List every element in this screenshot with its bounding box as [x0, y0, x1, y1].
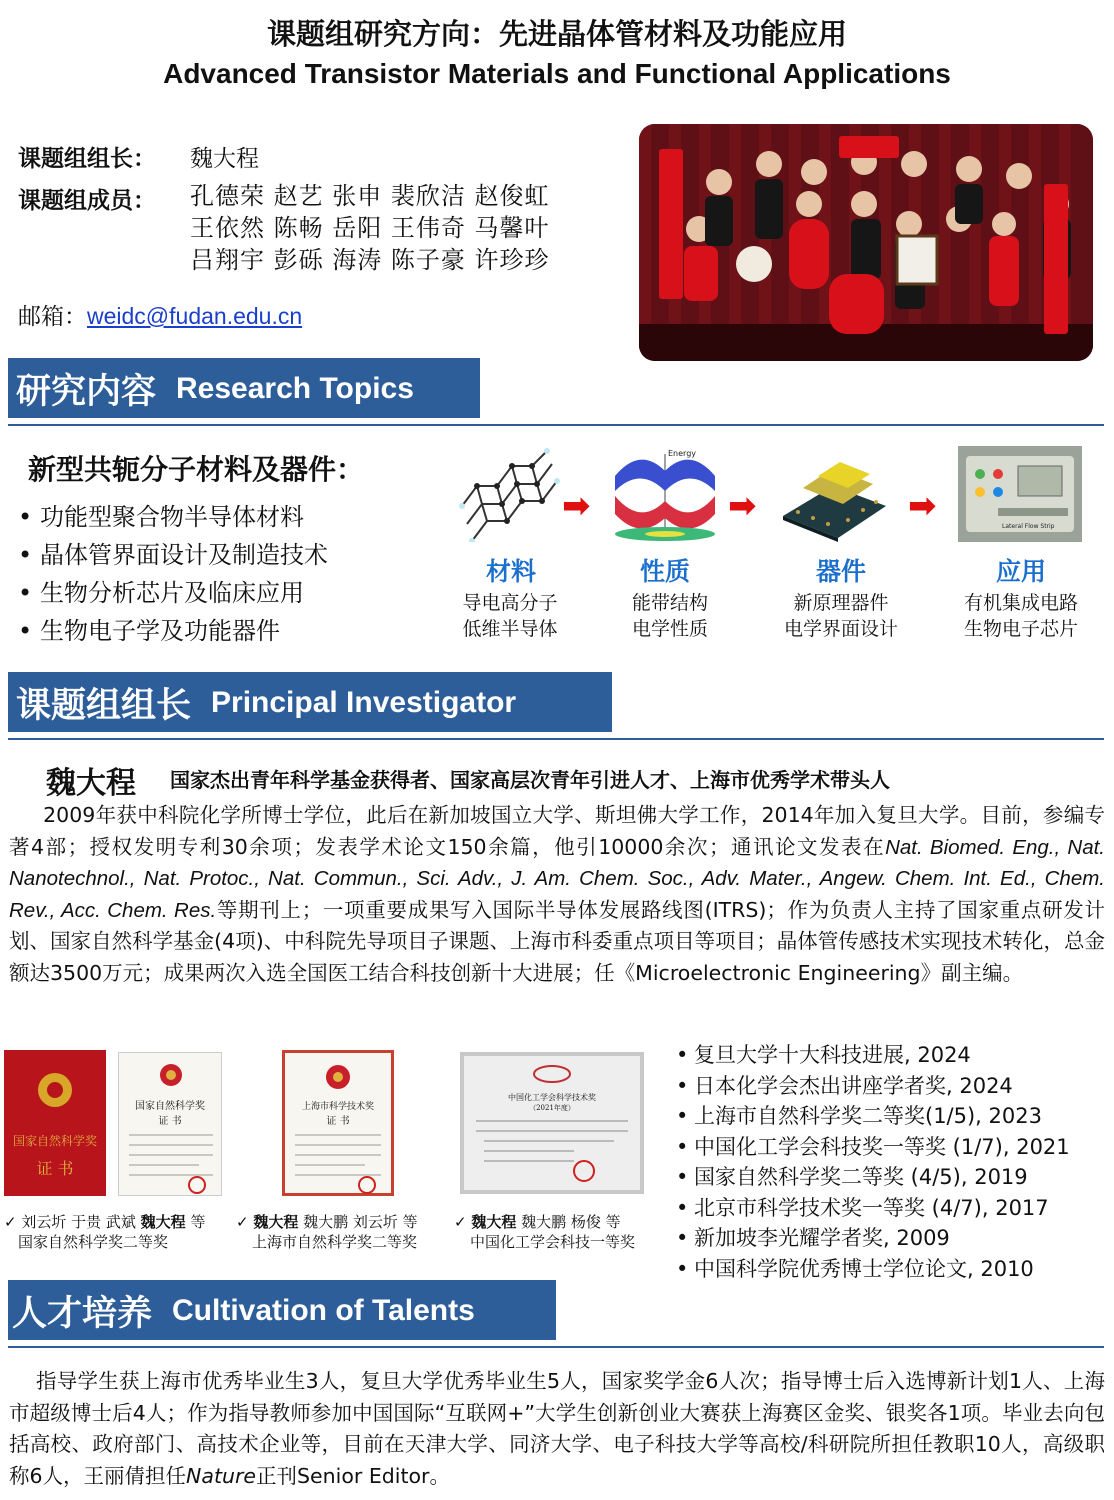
- flow-desc-line: 有机集成电路: [963, 592, 1078, 614]
- members-label-row: [18, 182, 190, 215]
- chip-label: Lateral Flow Strip: [1002, 523, 1055, 530]
- caption-text: ✓ 刘云圻 于贵 武斌: [4, 1213, 141, 1231]
- certificate-text-lines: [119, 1127, 223, 1197]
- flow-desc-devices: [766, 590, 916, 642]
- section-research-en: Research Topics: [176, 372, 414, 405]
- certificate-caption-award: 上海市自然科学奖二等奖: [252, 1233, 418, 1251]
- certificate-caption-line: [236, 1212, 446, 1232]
- certificate-caption: [236, 1212, 446, 1252]
- award-item: • 新加坡李光耀学者奖, 2009: [676, 1223, 1070, 1254]
- members-label: 课题组成员：: [18, 188, 156, 214]
- section-research-cn: 研究内容: [16, 372, 157, 412]
- research-item: • 生物电子学及功能器件: [18, 612, 328, 650]
- flow-label-properties: 性质: [639, 557, 690, 586]
- flow-label-devices: 器件: [815, 557, 866, 586]
- caption-pi: 魏大程: [140, 1213, 186, 1231]
- section-divider: [8, 424, 1104, 426]
- research-item: • 生物分析芯片及临床应用: [18, 574, 328, 612]
- flow-desc-materials: [440, 590, 580, 642]
- email-row: [18, 298, 302, 331]
- section-pi-en: Principal Investigator: [211, 686, 517, 719]
- talent-text: 指导学生获上海市优秀毕业生3人，复旦大学优秀毕业生5人，国家奖学金6人次；指导博士后入选博新计划1人、上海市超级博士后4人；作为指导教师参加中国国际“互联网+”大学生创新创业大赛获上海赛区金奖、银奖各1项。毕业去向包括高校、政府部门、高技术企业等，目前在天津大学、同济大学、电子科技大学等高校/科研院所担任教职10人，高级职称6人，王丽倩担任: [9, 1369, 1105, 1488]
- caption-text: 魏大鹏 杨俊 等: [516, 1213, 621, 1231]
- award-item: • 日本化学会杰出讲座学者奖, 2024: [676, 1071, 1070, 1102]
- biochip-image: [958, 446, 1082, 542]
- award-item: • 复旦大学十大科技进展, 2024: [676, 1040, 1070, 1071]
- award-item: • 上海市自然科学奖二等奖(1/5), 2023: [676, 1101, 1070, 1132]
- caption-pi: 魏大程: [471, 1213, 517, 1231]
- cover-title: 国家自然科学奖: [12, 1134, 97, 1148]
- flow-label-applications: 应用: [995, 557, 1046, 586]
- certificate-caption: [454, 1212, 664, 1252]
- pi-bio-part1: 2009年获中科院化学所博士学位，此后在新加坡国立大学、斯坦佛大学工作，2014年加入复旦大学。目前，参编专著4部；授权发明专利30余项；发表学术论文150余篇，他引10000余次；通讯论文发表在: [9, 803, 1105, 859]
- section-talent-cn: 人才培养: [12, 1294, 153, 1334]
- caption-text: ✓: [236, 1213, 254, 1231]
- certificate-title: 中国化工学会科学技术奖: [508, 1093, 596, 1102]
- members-list: [190, 180, 550, 276]
- flow-desc-line: 电学性质: [631, 618, 708, 640]
- device-structure-image: [778, 446, 888, 542]
- energy-axis-label: Energy: [668, 449, 697, 458]
- flow-arrow-icon: ➡: [562, 486, 591, 526]
- graphene-lattice-image: [452, 446, 562, 542]
- leader-name: 魏大程: [190, 146, 259, 172]
- certificate-caption-line: [4, 1212, 229, 1232]
- pi-bio-part2: 等期刊上；一项重要成果写入国际半导体发展路线图(ITRS)；作为负责人主持了国家重点研发计划、国家自然科学基金(4项)、中科院先导项目子课题、上海市科委重点项目等项目；晶体管传感技术实现技术转化，总金额达3500万元；成果两次入选全国医工结合科技创新十大进展；任《Microelectronic Engineering》副主编。: [9, 897, 1105, 985]
- talent-journal: Nature: [186, 1463, 257, 1488]
- section-pi-header: [8, 672, 612, 732]
- band-structure-image: [610, 446, 720, 542]
- certificate-subtitle: （2021年度）: [529, 1104, 575, 1112]
- section-research-header: [8, 358, 480, 418]
- award-item: • 中国科学院优秀博士学位论文, 2010: [676, 1254, 1070, 1285]
- flow-desc-line: 生物电子芯片: [963, 618, 1078, 640]
- talent-paragraph: [9, 1366, 1105, 1492]
- flow-desc-line: 导电高分子: [462, 592, 558, 614]
- certificate-caption-award: 国家自然科学奖二等奖: [18, 1233, 169, 1251]
- caption-pi: 魏大程: [253, 1213, 299, 1231]
- members-row: 孔德荣 赵艺 张申 裴欣洁 赵俊虹: [190, 182, 550, 210]
- research-list: [18, 498, 328, 650]
- leader-row: [18, 140, 259, 173]
- certificate-caption-award: 中国化工学会科技一等奖: [470, 1233, 636, 1251]
- pi-bio-journals: Nat. Biomed. Eng., Nat. Nanotechnol., Nat. Protoc., Nat. Commun., Sci. Adv., J. Am. Chem. Soc., Adv. Mater., Angew. Chem. Int. Ed., Chem. Rev., Acc. Chem. Res.: [9, 835, 1105, 922]
- caption-text: 等: [185, 1213, 206, 1231]
- flow-desc-line: 电学界面设计: [783, 618, 898, 640]
- page-subtitle: Advanced Transistor Materials and Functional Applications: [163, 58, 951, 89]
- certificate-title: 国家自然科学奖: [135, 1101, 205, 1112]
- certificate-title: 上海市科学技术奖: [301, 1102, 374, 1112]
- caption-text: 魏大鹏 刘云圻 等: [298, 1213, 418, 1231]
- society-logo-icon: [464, 1056, 640, 1088]
- national-emblem-icon: [285, 1053, 391, 1095]
- certificate-caption: [4, 1212, 229, 1252]
- flow-desc-line: 能带结构: [631, 592, 708, 614]
- section-talent-header: [8, 1280, 556, 1340]
- group-photo: [639, 124, 1093, 361]
- section-divider: [8, 738, 1104, 740]
- award-item: • 中国化工学会科技奖一等奖 (1/7), 2021: [676, 1132, 1070, 1163]
- certificate-document: [118, 1052, 222, 1196]
- members-row: 王依然 陈畅 岳阳 王伟奇 马馨叶: [190, 214, 550, 242]
- members-row: 吕翔宇 彭砾 海涛 陈子豪 许珍珍: [190, 246, 550, 274]
- section-divider: [8, 1346, 1104, 1348]
- research-item: • 晶体管界面设计及制造技术: [18, 536, 328, 574]
- award-item: • 北京市科学技术奖一等奖 (4/7), 2017: [676, 1193, 1070, 1224]
- certificate-subtitle: 证 书: [326, 1116, 350, 1127]
- flow-label-materials: 材料: [485, 557, 536, 586]
- flow-desc-line: 新原理器件: [793, 592, 889, 614]
- certificate-subtitle: 证 书: [158, 1116, 182, 1127]
- caption-text: ✓: [454, 1213, 472, 1231]
- research-heading: 新型共轭分子材料及器件：: [28, 453, 365, 486]
- national-emblem-icon: [119, 1053, 223, 1093]
- email-link[interactable]: weidc@fudan.edu.cn: [87, 303, 303, 329]
- certificate-text-lines: [285, 1127, 391, 1197]
- leader-label: 课题组组长：: [18, 146, 156, 172]
- flow-arrow-icon: ➡: [908, 486, 937, 526]
- group-photo-illustration: [639, 124, 1093, 361]
- page-title: 课题组研究方向：先进晶体管材料及功能应用: [266, 17, 847, 51]
- flow-desc-properties: [600, 590, 740, 642]
- flow-arrow-icon: ➡: [728, 486, 757, 526]
- certificate-cover: [4, 1050, 106, 1196]
- certificate-caption-line: [454, 1212, 664, 1232]
- flow-desc-line: 低维半导体: [462, 618, 558, 640]
- pi-name: 魏大程: [46, 766, 136, 801]
- pi-honors: 国家杰出青年科学基金获得者、国家高层次青年引进人才、上海市优秀学术带头人: [170, 768, 890, 792]
- certificate-document: [460, 1052, 644, 1194]
- research-item: • 功能型聚合物半导体材料: [18, 498, 328, 536]
- award-item: • 国家自然科学奖二等奖 (4/5), 2019: [676, 1162, 1070, 1193]
- cover-subtitle: 证 书: [36, 1159, 74, 1178]
- pi-biography: [9, 800, 1105, 989]
- section-talent-en: Cultivation of Talents: [172, 1294, 475, 1327]
- flow-desc-applications: [946, 590, 1096, 642]
- section-pi-cn: 课题组组长: [16, 686, 192, 726]
- awards-list: [676, 1040, 1070, 1284]
- email-label: 邮箱：: [18, 304, 87, 330]
- certificate-document: [282, 1050, 394, 1196]
- talent-text-end: 正刊Senior Editor。: [256, 1463, 450, 1488]
- certificate-text-lines: [464, 1113, 640, 1189]
